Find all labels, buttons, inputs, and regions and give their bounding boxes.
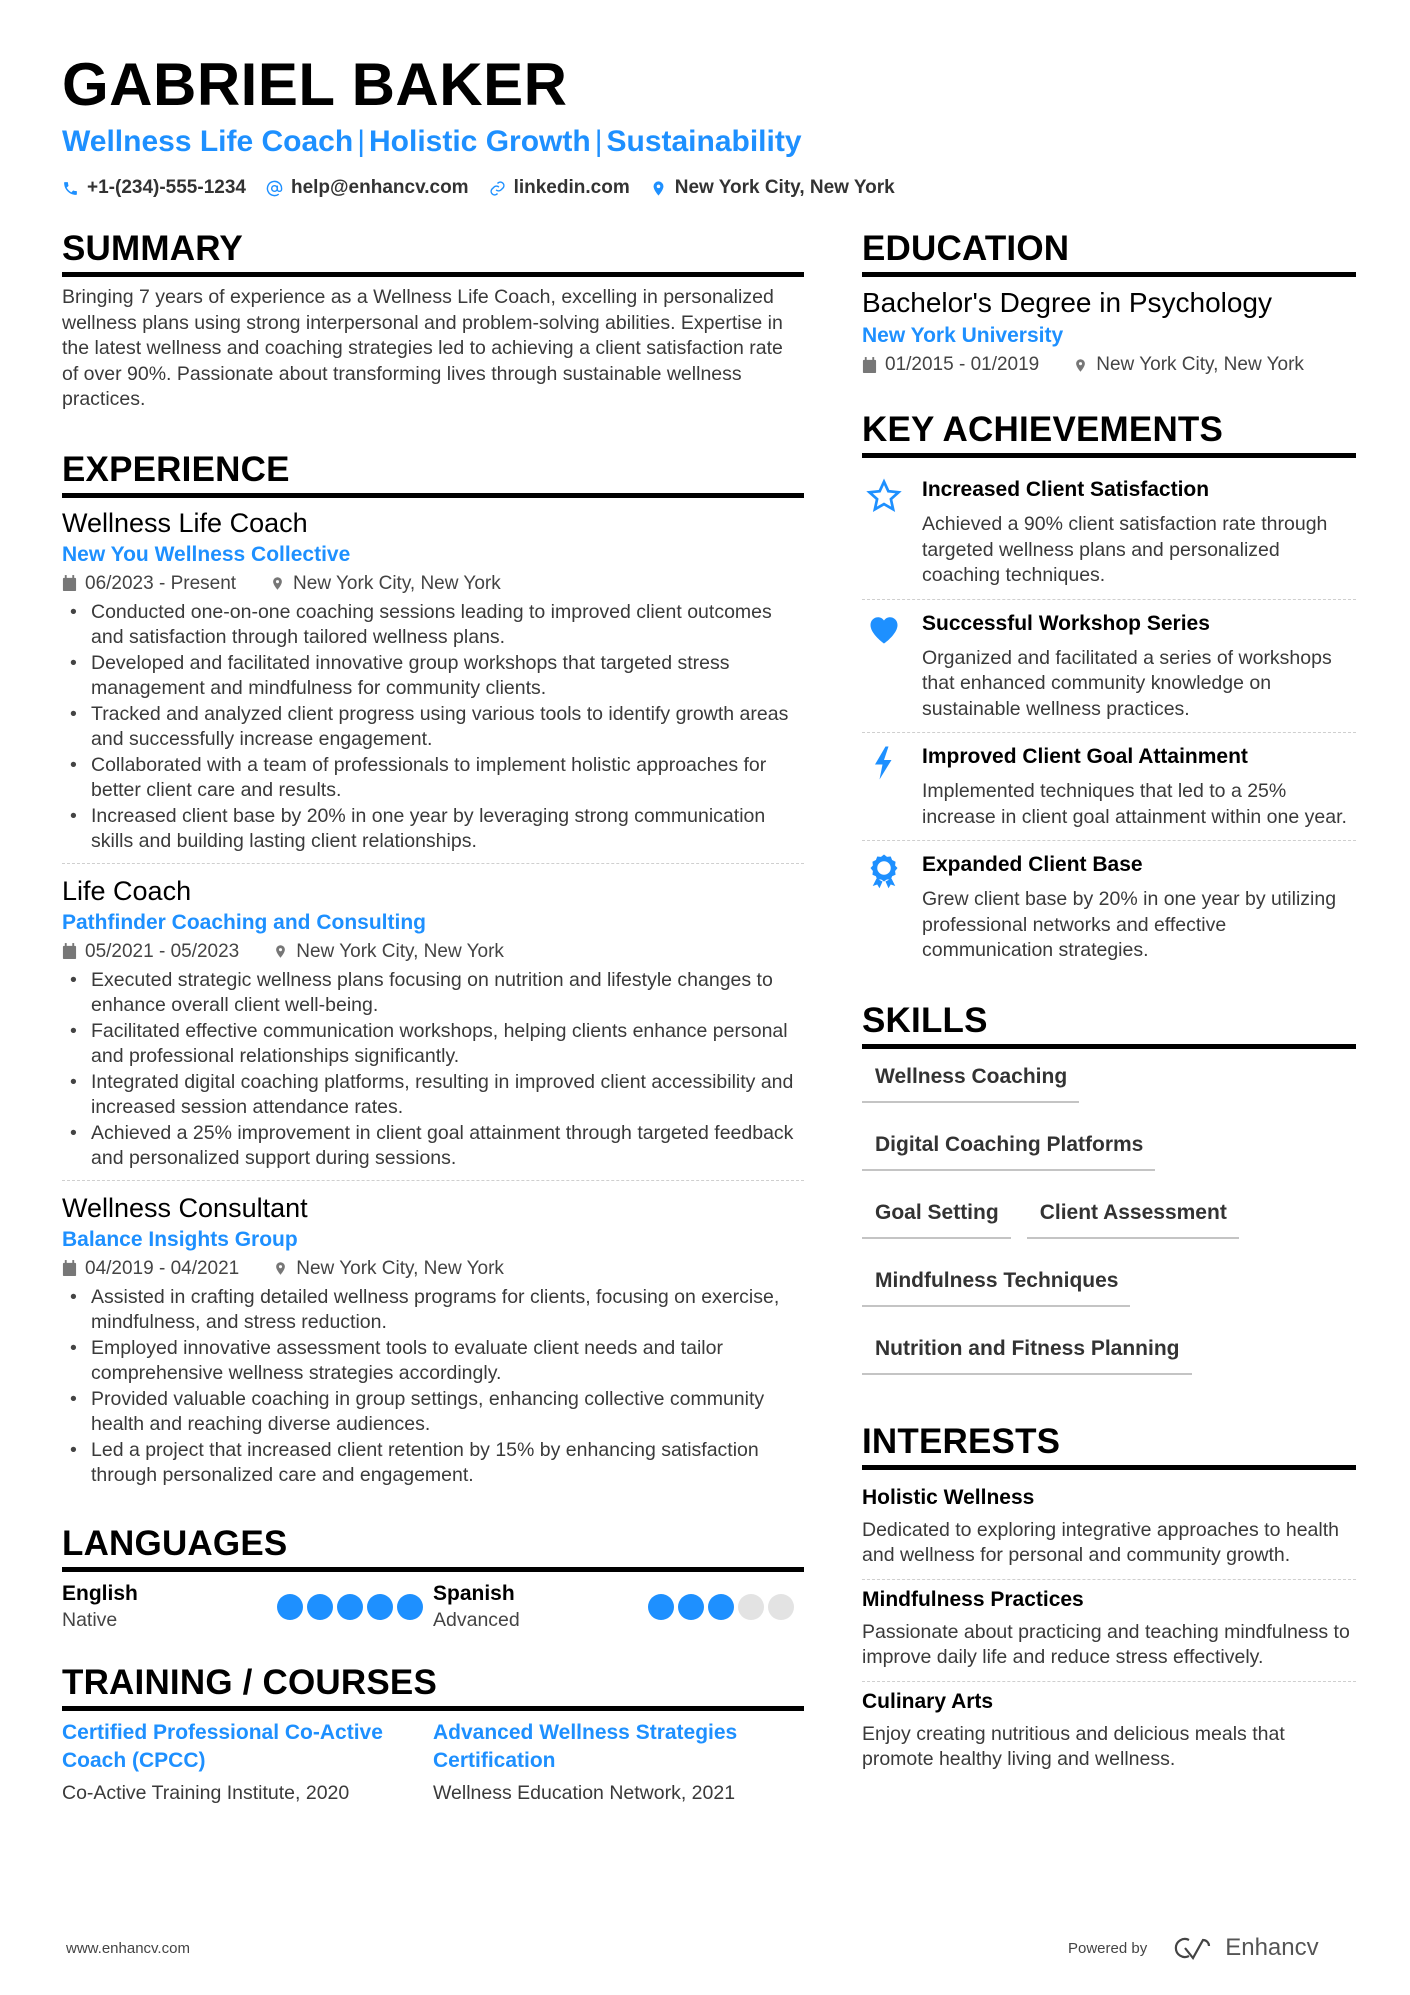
headline-separator: | (357, 125, 365, 158)
section-heading: EDUCATION (862, 228, 1356, 277)
experience-item (62, 1180, 804, 1497)
achievement-title: Successful Workshop Series (922, 611, 1210, 635)
language-name: English (62, 1581, 138, 1605)
job-title: Wellness Consultant (62, 1192, 308, 1223)
calendar-icon (62, 943, 77, 960)
training-section (62, 1662, 804, 1807)
skills-list (862, 1063, 1356, 1375)
achievement-item (862, 599, 1356, 733)
language-name: Spanish (433, 1581, 515, 1605)
headline-separator: | (594, 125, 603, 158)
phone-number: +1-(234)-555-1234 (87, 177, 246, 198)
job-bullets (62, 1285, 804, 1489)
experience-item (62, 863, 804, 1180)
achievement-desc: Organized and facilitated a series of workshops that enhanced community knowledge on sustainable wellness practices. (922, 646, 1332, 720)
section-heading: SUMMARY (62, 228, 804, 277)
interests-section (862, 1421, 1356, 1783)
calendar-icon (62, 575, 77, 592)
lightning-icon (866, 745, 902, 781)
achievement-item (862, 466, 1356, 599)
achievement-desc: Implemented techniques that led to a 25% increase in client goal attainment within one year. (922, 780, 1347, 828)
education-section (862, 228, 1356, 379)
star-icon (866, 478, 902, 514)
location-pin-icon (273, 943, 288, 960)
section-heading: KEY ACHIEVEMENTS (862, 409, 1356, 458)
headline (62, 122, 1352, 162)
skill-tag: Client Assessment (1027, 1199, 1239, 1239)
bullet-item: • Executed strategic wellness plans focusing on nutrition and lifestyle changes to enhance overall client well-being. (62, 968, 804, 1019)
headline-part: Wellness Life Coach (62, 125, 354, 158)
achievements-section (862, 409, 1356, 974)
training-org: Co-Active Training Institute, 2020 (62, 1781, 350, 1804)
bullet-item: • Assisted in crafting detailed wellness programs for clients, focusing on exercise, mindfulness, and stress reduction. (62, 1285, 804, 1336)
bullet-item: • Conducted one-on-one coaching sessions leading to improved client outcomes and satisfaction through tailored wellness plans. (62, 600, 804, 651)
job-meta (62, 570, 804, 598)
achievement-item (862, 840, 1356, 974)
skill-tag: Digital Coaching Platforms (862, 1131, 1155, 1171)
summary-text: Bringing 7 years of experience as a Wellness Life Coach, excelling in personalized wellness plans using strong interpersonal and problem-solving abilities. Expertise in the latest wellness and coaching strategies led to achieving a client satisfaction rate of over 90%. Passionate about transforming lives through sustainable wellness practices. (62, 286, 783, 410)
training-list (62, 1719, 804, 1807)
rating-dot-filled (307, 1594, 333, 1620)
location-text: New York City, New York (674, 177, 895, 198)
languages-section (62, 1523, 804, 1634)
rating-dot-filled (337, 1594, 363, 1620)
achievement-desc: Achieved a 90% client satisfaction rate through targeted wellness plans and personalized coaching techniques. (922, 513, 1328, 586)
location-pin-icon (650, 180, 667, 197)
heart-icon (866, 612, 902, 648)
location-pin-icon (270, 575, 285, 592)
right-column (862, 228, 1356, 1783)
headline-part: Sustainability (606, 125, 802, 158)
job-location: New York City, New York (293, 572, 501, 594)
powered-by-label: Powered by (1068, 1939, 1148, 1957)
interest-title: Culinary Arts (862, 1689, 994, 1713)
achievement-title: Expanded Client Base (922, 853, 1143, 876)
job-meta (62, 1255, 804, 1283)
interest-desc: Passionate about practicing and teaching mindfulness to improve daily life and reduce stress effectively. (862, 1620, 1350, 1668)
section-heading: TRAINING / COURSES (62, 1662, 804, 1711)
company-name: Pathfinder Coaching and Consulting (62, 910, 426, 934)
bullet-item: • Facilitated effective communication workshops, helping clients enhance personal and professional relationships significantly. (62, 1019, 804, 1070)
job-bullets (62, 600, 804, 855)
phone-icon (62, 180, 79, 197)
link-icon (489, 180, 506, 197)
education-location: New York City, New York (1096, 354, 1304, 375)
rating-dot-filled (678, 1594, 704, 1620)
language-level: Advanced (433, 1608, 520, 1631)
section-heading: INTERESTS (862, 1421, 1356, 1470)
section-heading: SKILLS (862, 1000, 1356, 1049)
job-title: Life Coach (62, 875, 192, 906)
enhancv-logo-icon (1169, 1934, 1217, 1962)
language-item (62, 1580, 433, 1634)
skill-tag: Goal Setting (862, 1199, 1011, 1239)
brand-name: Enhancv (1225, 1934, 1319, 1961)
rating-dot-filled (277, 1594, 303, 1620)
at-sign-icon (266, 180, 283, 197)
bullet-item: • Developed and facilitated innovative group workshops that targeted stress management and mindfulness for community clients. (62, 651, 804, 702)
footer-branding (1068, 1934, 1319, 1962)
rating-dot-filled (708, 1594, 734, 1620)
interest-desc: Enjoy creating nutritious and delicious meals that promote healthy living and wellness. (862, 1722, 1285, 1770)
skill-tag: Wellness Coaching (862, 1063, 1079, 1103)
headline-part: Holistic Growth (369, 125, 591, 158)
section-heading: LANGUAGES (62, 1523, 804, 1572)
interest-title: Holistic Wellness (862, 1485, 1035, 1509)
job-location: New York City, New York (296, 940, 504, 962)
company-name: New You Wellness Collective (62, 542, 351, 566)
rating-dot-filled (367, 1594, 393, 1620)
summary-section (62, 228, 804, 413)
candidate-name: GABRIEL BAKER (62, 51, 568, 118)
job-title: Wellness Life Coach (62, 507, 308, 538)
left-column (62, 228, 804, 1807)
job-location: New York City, New York (296, 1257, 504, 1279)
achievement-item (862, 732, 1356, 840)
section-heading: EXPERIENCE (62, 449, 804, 498)
calendar-icon (862, 357, 877, 374)
rating-dot-empty (738, 1594, 764, 1620)
calendar-icon (62, 1260, 77, 1277)
rating-dot-filled (648, 1594, 674, 1620)
training-org: Wellness Education Network, 2021 (433, 1781, 736, 1804)
degree-title: Bachelor's Degree in Psychology (862, 287, 1273, 318)
achievement-title: Increased Client Satisfaction (922, 478, 1210, 501)
bullet-item: • Increased client base by 20% in one year by leveraging strong communication skills and building lasting client relationships. (62, 804, 804, 855)
experience-section (62, 449, 804, 1497)
bullet-item: • Tracked and analyzed client progress using various tools to identify growth areas and successfully increase engagement. (62, 702, 804, 753)
language-list (62, 1580, 804, 1634)
education-meta (862, 351, 1356, 379)
contact-linkedin[interactable] (489, 176, 630, 200)
training-title: Advanced Wellness Strategies Certification (433, 1720, 738, 1772)
skills-section (862, 1000, 1356, 1375)
achievement-desc: Grew client base by 20% in one year by utilizing professional networks and effective communication strategies. (922, 888, 1337, 961)
language-item (433, 1580, 804, 1634)
company-name: Balance Insights Group (62, 1227, 298, 1251)
skill-tag: Nutrition and Fitness Planning (862, 1335, 1192, 1375)
school-name: New York University (862, 324, 1064, 347)
language-rating (648, 1594, 794, 1620)
training-title: Certified Professional Co-Active Coach (CPCC) (62, 1720, 383, 1772)
interest-title: Mindfulness Practices (862, 1587, 1084, 1611)
language-rating (277, 1594, 423, 1620)
job-bullets (62, 968, 804, 1172)
training-item (433, 1719, 804, 1807)
award-ribbon-icon (866, 853, 902, 889)
job-dates: 04/2019 - 04/2021 (85, 1257, 240, 1279)
interest-item (862, 1579, 1356, 1681)
location-pin-icon (1073, 357, 1088, 374)
interest-item (862, 1478, 1356, 1579)
rating-dot-filled (397, 1594, 423, 1620)
language-level: Native (62, 1608, 118, 1631)
footer-website[interactable]: www.enhancv.com (66, 1940, 190, 1957)
rating-dot-empty (768, 1594, 794, 1620)
training-item (62, 1719, 433, 1807)
interest-desc: Dedicated to exploring integrative approaches to health and wellness for personal and community growth. (862, 1518, 1339, 1566)
job-dates: 06/2023 - Present (85, 572, 237, 594)
job-meta (62, 938, 804, 966)
interest-item (862, 1681, 1356, 1783)
contact-email[interactable] (266, 176, 469, 200)
location-pin-icon (273, 1260, 288, 1277)
contact-phone[interactable] (62, 176, 246, 200)
experience-item (62, 506, 804, 863)
achievement-title: Improved Client Goal Attainment (922, 745, 1248, 768)
bullet-item: • Led a project that increased client retention by 15% by enhancing satisfaction through personalized care and engagement. (62, 1438, 804, 1489)
contact-bar (62, 176, 1352, 200)
bullet-item: • Achieved a 25% improvement in client goal attainment through targeted feedback and personalized support during sessions. (62, 1121, 804, 1172)
bullet-item: • Provided valuable coaching in group settings, enhancing collective community health and reaching diverse audiences. (62, 1387, 804, 1438)
bullet-item: • Collaborated with a team of professionals to implement holistic approaches for better client care and results. (62, 753, 804, 804)
skill-tag: Mindfulness Techniques (862, 1267, 1130, 1307)
linkedin-url: linkedin.com (513, 177, 630, 198)
contact-location (650, 176, 895, 200)
email-address: help@enhancv.com (290, 177, 469, 198)
education-dates: 01/2015 - 01/2019 (885, 354, 1040, 375)
job-dates: 05/2021 - 05/2023 (85, 940, 240, 962)
resume-header (62, 50, 1352, 200)
brand-logo[interactable] (1169, 1934, 1318, 1962)
bullet-item: • Integrated digital coaching platforms, resulting in improved client accessibility and increased session attendance rates. (62, 1070, 804, 1121)
bullet-item: • Employed innovative assessment tools to evaluate client needs and tailor comprehensive wellness strategies accordingly. (62, 1336, 804, 1387)
